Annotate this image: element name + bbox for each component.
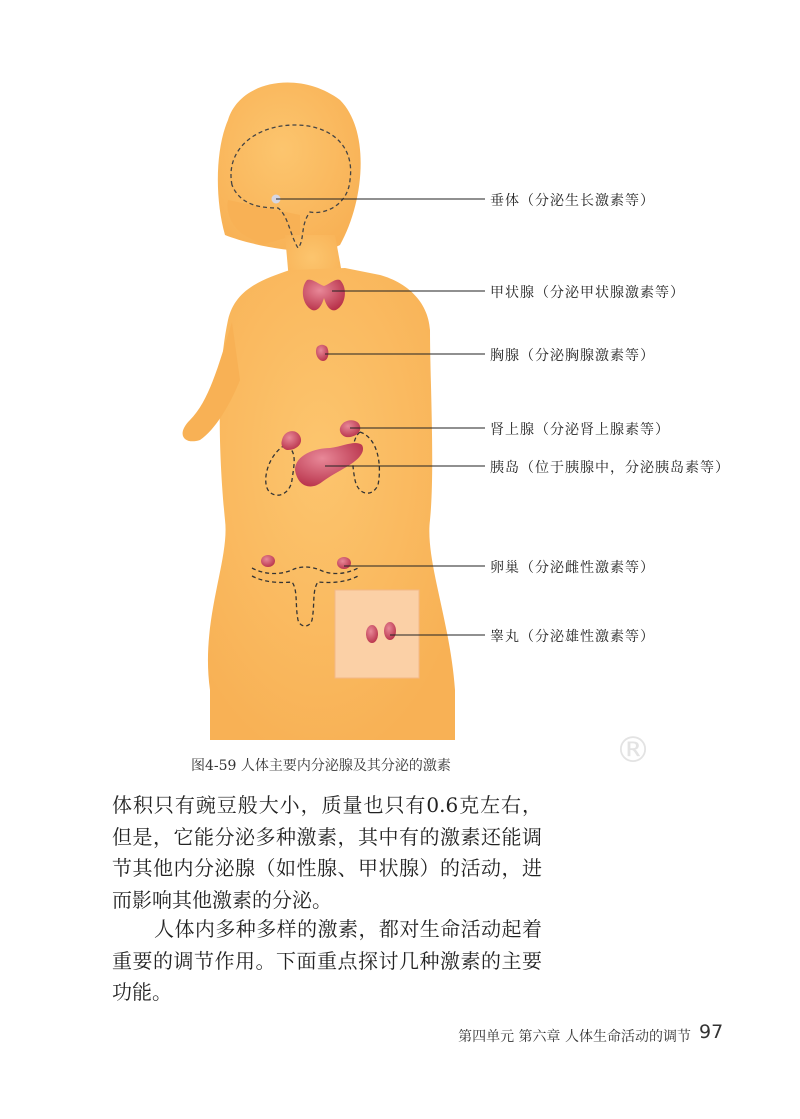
testis-left-gland xyxy=(366,625,378,643)
label-thyroid: 甲状腺（分泌甲状腺激素等） xyxy=(490,285,685,301)
paragraph-1: 体积只有豌豆般大小，质量也只有0.6克左右，但是，它能分泌多种激素，其中有的激素还能调节其他内分泌腺（如性腺、甲状腺）的活动，进而影响其他激素的分泌。 xyxy=(112,793,542,912)
testis-right-gland xyxy=(384,622,396,640)
ovary-left-gland xyxy=(261,555,275,567)
page-number: 97 xyxy=(699,1021,724,1043)
label-islets: 胰岛（位于胰腺中，分泌胰岛素等） xyxy=(490,460,730,476)
registered-watermark: ® xyxy=(615,730,651,771)
figure-caption: 图4-59 人体主要内分泌腺及其分泌的激素 xyxy=(191,758,451,774)
ovary-right-gland xyxy=(337,557,351,569)
paragraph-2: 人体内多种多样的激素，都对生命活动起着重要的调节作用。下面重点探讨几种激素的主要功能。 xyxy=(112,917,542,1004)
label-pituitary: 垂体（分泌生长激素等） xyxy=(490,193,655,209)
label-adrenal: 肾上腺（分泌肾上腺素等） xyxy=(490,422,670,438)
label-testis: 睾丸（分泌雄性激素等） xyxy=(490,629,655,645)
chapter-footer: 第四单元 第六章 人体生命活动的调节 xyxy=(458,1029,691,1045)
label-ovary: 卵巢（分泌雌性激素等） xyxy=(490,560,655,576)
label-thymus: 胸腺（分泌胸腺激素等） xyxy=(490,348,655,364)
